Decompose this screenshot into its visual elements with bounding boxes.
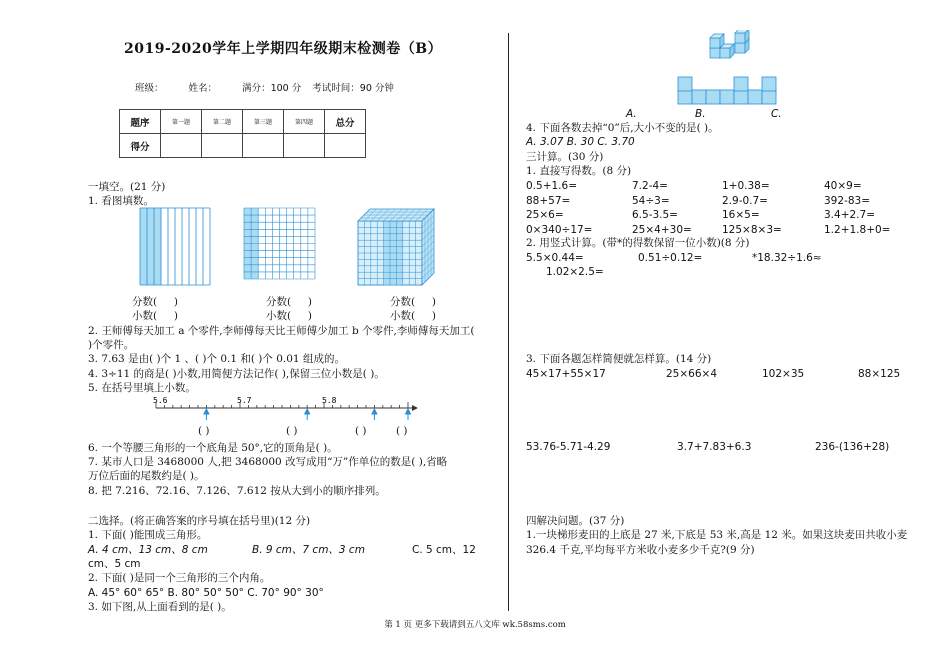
exam-time: 考试时间：90 分钟 — [312, 83, 394, 94]
section3-title: 三计算。(30 分) — [526, 151, 604, 163]
hundred-grid-figure — [244, 208, 315, 279]
table-cell[interactable] — [202, 134, 243, 158]
fig2-decimal: 小数( ) — [266, 310, 312, 322]
tick-label: 5.8 — [322, 396, 337, 405]
strip-figure — [140, 208, 210, 285]
simplify-item: 236-(136+28) — [815, 441, 890, 453]
oral-calc-item: 88+57= — [526, 194, 571, 207]
tick-label: 5.6 — [153, 396, 168, 405]
table-cell[interactable] — [243, 134, 284, 158]
choice-1: 1. 下面( )能围成三角形。 — [88, 529, 208, 541]
oral-calc-item: 3.4+2.7= — [824, 209, 875, 221]
question-6: 6. 一个等腰三角形的一个底角是 50°,它的顶角是( )。 — [88, 442, 338, 454]
calc-1: 1. 直接写得数。(8 分) — [526, 165, 632, 177]
column-divider — [508, 33, 509, 611]
answer-blank[interactable]: ( ) — [396, 425, 408, 437]
oral-calc-item: 125×8×3= — [722, 223, 782, 236]
oral-calc-item: 0×340÷17= — [526, 223, 593, 236]
table-cell[interactable] — [161, 134, 202, 158]
option-b-label: B. — [695, 108, 706, 120]
exam-info — [135, 80, 416, 94]
oral-calc-item: 40×9= — [824, 180, 862, 192]
cube-views-figure — [670, 30, 780, 108]
vertical-calc-item: 1.02×2.5= — [546, 266, 604, 278]
question-7: 7. 某市人口是 3468000 人,把 3468000 改写成用“万”作单位的数是( ),省略 — [88, 456, 448, 468]
simplify-item: 88×125 — [858, 368, 901, 380]
calc-3: 3. 下面各题怎样简便就怎样算。(14 分) — [526, 353, 712, 365]
table-cell: 第一题 — [161, 110, 202, 134]
table-cell: 题序 — [120, 110, 161, 134]
page-title: 2019-2020学年上学期四年级期末检测卷（B） — [124, 41, 443, 57]
problem-1-cont: 326.4 千克,平均每平方米收小麦多少千克?(9 分) — [526, 544, 755, 556]
table-cell[interactable] — [325, 134, 366, 158]
vertical-calc-item: 5.5×0.44= — [526, 252, 584, 264]
tick-label: 5.7 — [237, 396, 252, 405]
choice-1-option-b: B. 9 cm、7 cm、3 cm — [252, 544, 365, 556]
question-2: 2. 王师傅每天加工 a 个零件,李师傅每天比王师傅少加工 b 个零件,李师傅每天加工( — [88, 325, 475, 337]
option-a-label: A. — [626, 108, 637, 120]
page-footer: 第 1 页 更多下载请到五八文库 wk.58sms.com — [384, 620, 566, 630]
answer-blank[interactable]: ( ) — [355, 425, 367, 437]
table-cell: 得分 — [120, 134, 161, 158]
oral-calc-item: 2.9-0.7= — [722, 194, 768, 207]
option-c-label: C. — [771, 108, 782, 120]
simplify-item: 53.76-5.71-4.29 — [526, 441, 611, 453]
oral-calc-item: 392-83= — [824, 194, 870, 207]
question-5: 5. 在括号里填上小数。 — [88, 382, 196, 394]
question-8: 8. 把 7.216、72.16、7.126、7.612 按从大到小的顺序排列。 — [88, 485, 386, 497]
fig3-fraction: 分数( ) — [390, 296, 436, 308]
simplify-item: 25×66×4 — [666, 368, 717, 380]
table-cell[interactable] — [284, 134, 325, 158]
choice-3: 3. 如下图,从上面看到的是( )。 — [88, 601, 232, 613]
table-cell: 第四题 — [284, 110, 325, 134]
choice-2: 2. 下面( )是同一个三角形的三个内角。 — [88, 572, 271, 584]
fig1-fraction: 分数( ) — [132, 296, 178, 308]
fig2-fraction: 分数( ) — [266, 296, 312, 308]
simplify-item: 45×17+55×17 — [526, 368, 606, 380]
class-label: 班级： — [135, 83, 164, 94]
choice-1-option-c: C. 5 cm、12 — [412, 544, 476, 556]
vertical-calc-item: 0.51÷0.12= — [638, 252, 703, 264]
question-1: 1. 看图填数。 — [88, 195, 154, 207]
section2-title: 二选择。(将正确答案的序号填在括号里)(12 分) — [88, 515, 311, 527]
oral-calc-item: 54÷3= — [632, 194, 670, 207]
section1-title: 一填空。(21 分) — [88, 181, 166, 193]
table-row — [120, 134, 366, 158]
oral-calc-item: 25×4+30= — [632, 223, 692, 236]
choice-2-options: A. 45° 60° 65° B. 80° 50° 50° C. 70° 90° 30° — [88, 587, 324, 599]
name-label: 姓名： — [188, 83, 218, 94]
choice-4-options: A. 3.07 B. 30 C. 3.70 — [526, 136, 635, 148]
score-table — [119, 109, 366, 158]
fig1-decimal: 小数( ) — [132, 310, 178, 322]
calc-2: 2. 用竖式计算。(带*的得数保留一位小数)(8 分) — [526, 237, 750, 249]
answer-blank[interactable]: ( ) — [286, 425, 298, 437]
oral-calc-item: 7.2-4= — [632, 180, 668, 192]
answer-blank[interactable]: ( ) — [198, 425, 210, 437]
fig3-decimal: 小数( ) — [390, 310, 436, 322]
table-row — [120, 110, 366, 134]
oral-calc-item: 25×6= — [526, 209, 564, 221]
simplify-item: 102×35 — [762, 368, 805, 380]
full-score: 满分：100 分 — [242, 83, 302, 94]
thousand-cube-figure — [358, 209, 434, 285]
vertical-calc-item: *18.32÷1.6≈ — [752, 252, 822, 264]
choice-1-option-a: A. 4 cm、13 cm、8 cm — [88, 544, 208, 556]
question-3: 3. 7.63 是由( )个 1 、( )个 0.1 和( )个 0.01 组成的。 — [88, 353, 345, 365]
oral-calc-item: 1.2+1.8+0= — [824, 223, 891, 236]
table-cell: 第三题 — [243, 110, 284, 134]
table-cell: 总分 — [325, 110, 366, 134]
table-cell: 第二题 — [202, 110, 243, 134]
choice-4: 4. 下面各数去掉“0”后,大小不变的是( )。 — [526, 122, 719, 134]
oral-calc-item: 0.5+1.6= — [526, 180, 577, 192]
oral-calc-item: 1+0.38= — [722, 180, 770, 192]
choice-1-option-c-cont: cm、5 cm — [88, 558, 141, 570]
oral-calc-item: 6.5-3.5= — [632, 209, 678, 221]
section4-title: 四解决问题。(37 分) — [526, 515, 625, 527]
fraction-figures — [130, 205, 440, 290]
question-4: 4. 3÷11 的商是( )小数,用简便方法记作( ),保留三位小数是( )。 — [88, 368, 385, 380]
problem-1: 1.一块梯形麦田的上底是 27 米,下底是 53 米,高是 12 米。如果这块麦田共收小麦 — [526, 529, 908, 541]
oral-calc-item: 16×5= — [722, 209, 760, 221]
question-2-cont: )个零件。 — [88, 339, 135, 351]
simplify-item: 3.7+7.83+6.3 — [677, 441, 752, 453]
question-7-cont: 万位后面的尾数约是( )。 — [88, 470, 205, 482]
